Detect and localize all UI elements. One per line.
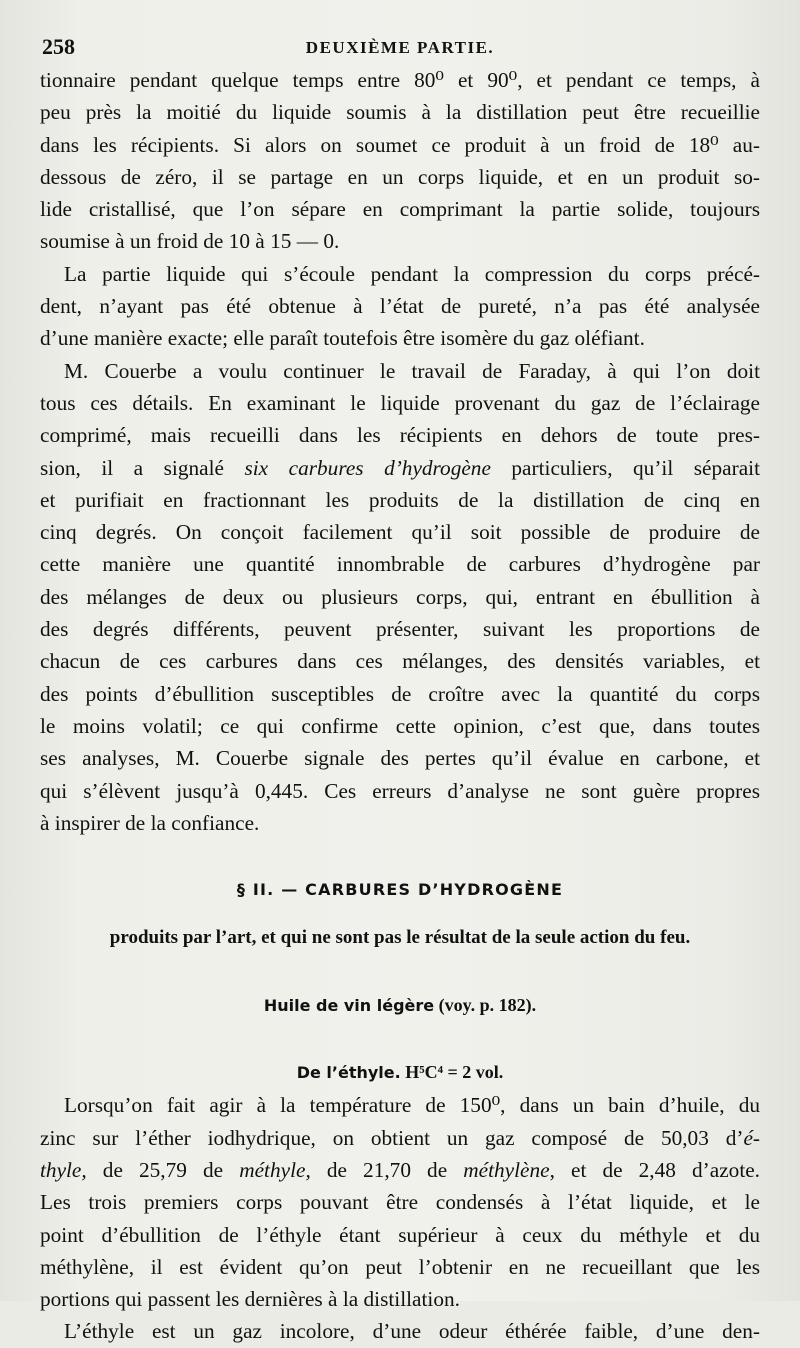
subsection-title: De l’éthyle. xyxy=(296,1063,401,1083)
italic-word: méthylène xyxy=(463,1157,550,1182)
section-heading: § II. — CARBURES D’HYDROGÈNE xyxy=(236,880,564,900)
paragraph-1 xyxy=(40,64,760,258)
paragraph-4 xyxy=(40,1089,760,1315)
subsection-reference: (voy. p. 182). xyxy=(434,994,537,1015)
text-line: d’une manière exacte; elle paraît toutefois être isomère du gaz oléfiant. xyxy=(40,326,645,351)
italic-word: méthyle, xyxy=(239,1157,311,1182)
text-line: comprimé, mais recueilli dans les récipients en dehors de toute pres- xyxy=(40,423,760,448)
text-run: de 25,79 de xyxy=(86,1157,240,1182)
chemical-formula: H⁵C⁴ = 2 vol. xyxy=(400,1062,504,1083)
text-run: sion, il a signalé xyxy=(40,455,245,480)
text-line-with-italic xyxy=(40,1122,760,1154)
text-line: Lorsqu’on fait agir à la température de 150⁰, dans un bain d’huile, du xyxy=(64,1093,760,1118)
text-line: Les trois premiers corps pouvant être condensés à l’état liquide, et le xyxy=(40,1190,760,1215)
paragraph-3 xyxy=(40,355,760,839)
italic-phrase: six carbures d’hydrogène xyxy=(244,455,491,480)
text-line: chacun de ces carbures dans ces mélanges, des densités variables, et xyxy=(40,649,760,674)
text-line: des points d’ébullition susceptibles de croître avec la quantité du corps xyxy=(40,681,760,706)
paragraph-2 xyxy=(40,258,760,355)
text-line: le moins volatil; ce qui confirme cette opinion, c’est que, dans toutes xyxy=(40,713,760,738)
text-line: cinq degrés. On conçoit facilement qu’il soit possible de produire de xyxy=(40,520,760,545)
text-line: tionnaire pendant quelque temps entre 80⁰ et 90⁰, et pendant ce temps, à xyxy=(40,68,760,92)
paragraph-5 xyxy=(40,1315,760,1347)
subsection-heading-ethyle xyxy=(40,1056,760,1089)
body-text xyxy=(40,64,760,1348)
text-line: et purifiait en fractionnant les produits de la distillation de cinq en xyxy=(40,487,760,512)
text-line: La partie liquide qui s’écoule pendant la compression du corps précé- xyxy=(64,261,760,286)
running-title: DEUXIÈME PARTIE. xyxy=(305,38,495,57)
text-line-with-italic xyxy=(40,1154,760,1186)
subsection-heading-huile xyxy=(40,989,760,1022)
text-line: des mélanges de deux ou plusieurs corps, qui, entrant en ébullition à xyxy=(40,584,760,609)
page-number: 258 xyxy=(42,34,75,59)
text-line: à inspirer de la confiance. xyxy=(40,810,260,835)
text-line: ses analyses, M. Couerbe signale des pertes qu’il évalue en carbone, et xyxy=(40,746,760,771)
text-line: dent, n’ayant pas été obtenue à l’état de pureté, n’a pas été analysée xyxy=(40,294,760,319)
text-line: qui s’élèvent jusqu’à 0,445. Ces erreurs d’analyse ne sont guère propres xyxy=(40,778,760,803)
text-line: dessous de zéro, il se partage en un corps liquide, et en un produit so- xyxy=(40,164,760,189)
text-line: des degrés différents, peuvent présenter, suivant les proportions de xyxy=(40,617,760,642)
italic-word: é- xyxy=(743,1125,760,1150)
section-subheading: produits par l’art, et qui ne sont pas le résultat de la seule action du feu. xyxy=(109,927,691,949)
running-header xyxy=(40,30,760,64)
text-line: lide cristallisé, que l’on sépare en comprimant la partie solide, toujours xyxy=(40,197,760,222)
text-run: particuliers, qu’il séparait xyxy=(490,455,760,480)
text-line: tous ces détails. En examinant le liquide provenant du gaz de l’éclairage xyxy=(40,390,760,415)
text-line: L’éthyle est un gaz incolore, d’une odeur éthérée faible, d’une den- xyxy=(64,1319,760,1344)
text-run: zinc sur l’éther iodhydrique, on obtient un gaz composé de 50,03 d’ xyxy=(40,1125,744,1150)
text-run: , et de 2,48 d’azote. xyxy=(549,1157,761,1182)
text-line: portions qui passent les dernières à la distillation. xyxy=(40,1287,460,1312)
text-line: point d’ébullition de l’éthyle étant supérieur à ceux du méthyle et du xyxy=(40,1222,760,1247)
text-line: peu près la moitié du liquide soumis à la distillation peut être recueillie xyxy=(40,100,760,125)
text-line: M. Couerbe a voulu continuer le travail de Faraday, à qui l’on doit xyxy=(64,358,760,383)
italic-word: thyle, xyxy=(40,1157,87,1182)
subsection-title: Huile de vin légère xyxy=(263,995,435,1015)
text-line-with-italic xyxy=(40,452,760,484)
text-run: de 21,70 de xyxy=(310,1157,464,1182)
text-line: cette manière une quantité innombrable de carbures d’hydrogène par xyxy=(40,552,760,577)
text-line: soumise à un froid de 10 à 15 — 0. xyxy=(40,229,340,254)
text-line: dans les récipients. Si alors on soumet ce produit à un froid de 18⁰ au- xyxy=(40,132,760,157)
text-line: méthylène, il est évident qu’on peut l’obtenir en ne recueillant que les xyxy=(40,1254,760,1279)
